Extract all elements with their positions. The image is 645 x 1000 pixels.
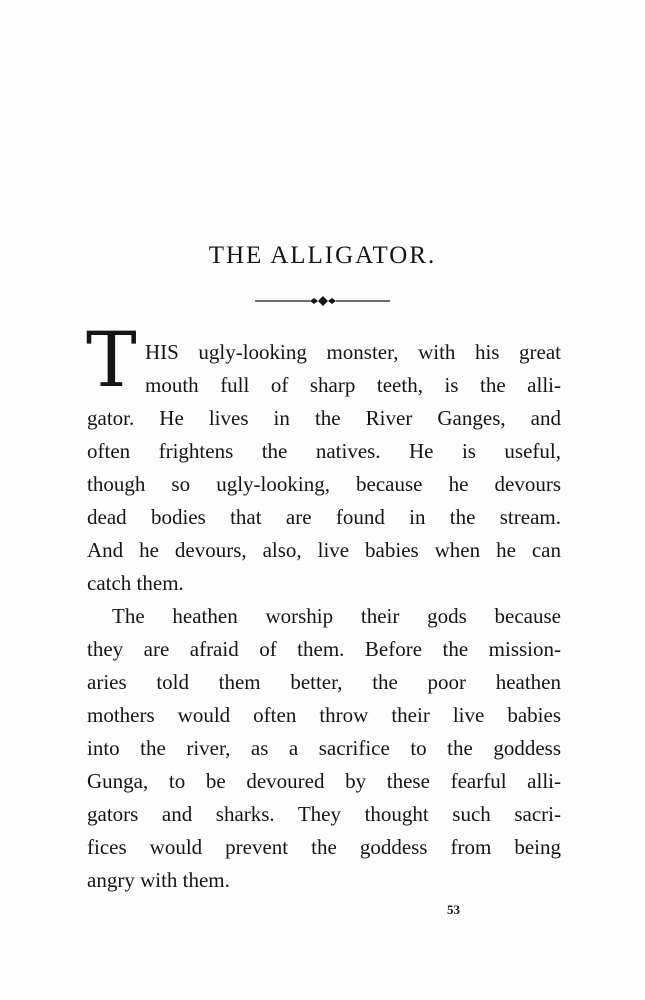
paragraph1-line3: gator. He lives in the River Ganges, and — [87, 406, 561, 430]
paragraph2-line1: The heathen worship their gods because — [112, 604, 561, 628]
paragraph1-line8: catch them. — [87, 571, 184, 595]
paragraph2-line2: they are afraid of them. Before the mission- — [87, 637, 561, 661]
paragraph1-line1: HIS ugly-looking monster, with his great — [145, 340, 561, 364]
paragraph1-line7: And he devours, also, live babies when he can — [87, 538, 561, 562]
chapter-title: THE ALLIGATOR. — [208, 242, 437, 269]
paragraph1-line5: though so ugly-looking, because he devours — [87, 472, 561, 496]
drop-cap: T — [86, 315, 137, 404]
ornament-divider — [255, 293, 390, 309]
paragraph2-line4: mothers would often throw their live babies — [87, 703, 561, 727]
paragraph2-line9: angry with them. — [87, 868, 230, 892]
paragraph1-line2: mouth full of sharp teeth, is the alli- — [145, 373, 561, 397]
paragraph1-line4: often frightens the natives. He is useful, — [87, 439, 561, 463]
paragraph2-line7: gators and sharks. They thought such sacri- — [87, 802, 561, 826]
paragraph1-line6: dead bodies that are found in the stream. — [87, 505, 561, 529]
paragraph2-line3: aries told them better, the poor heathen — [87, 670, 561, 694]
paragraph2-line8: fices would prevent the goddess from being — [87, 835, 561, 859]
paragraph2-line5: into the river, as a sacrifice to the goddess — [87, 736, 561, 760]
page-number: 53 — [447, 902, 460, 917]
paragraph2-line6: Gunga, to be devoured by these fearful alli- — [87, 769, 561, 793]
